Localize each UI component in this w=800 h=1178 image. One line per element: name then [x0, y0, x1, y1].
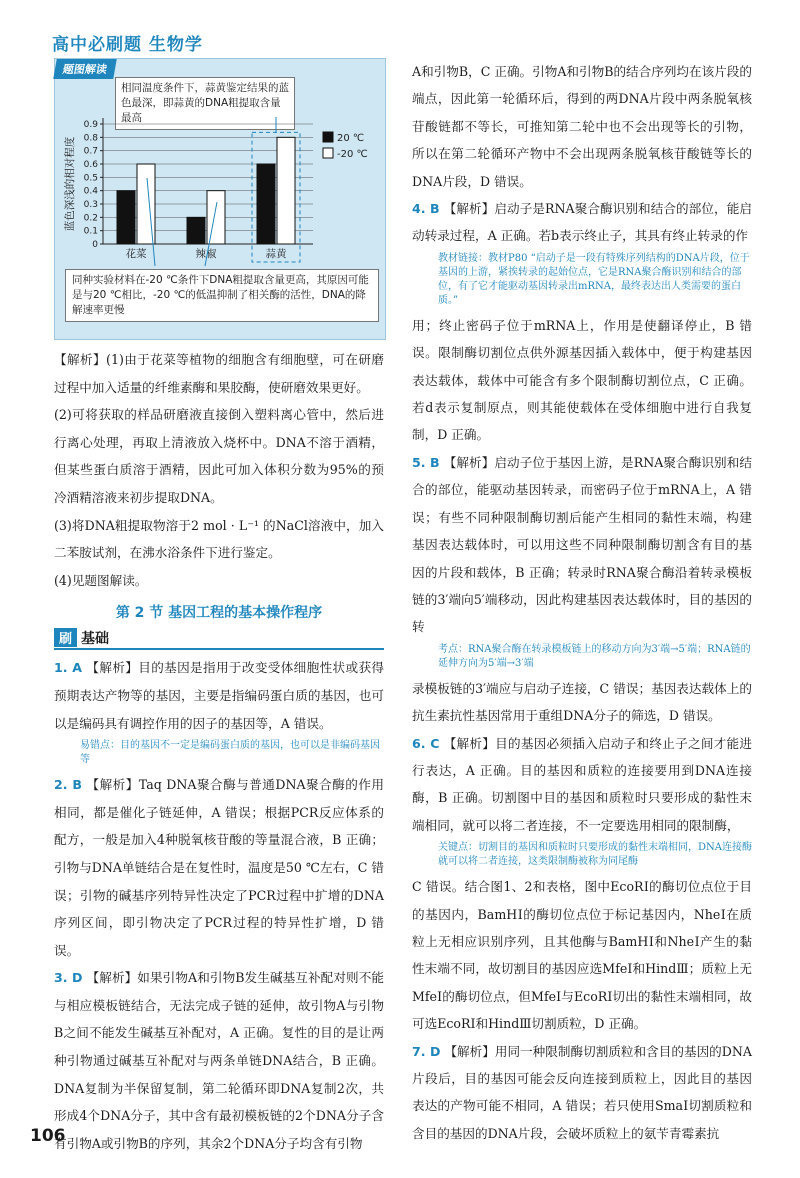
- answer-7: [412, 1038, 752, 1148]
- answer-3: [54, 964, 384, 1157]
- x-tick-label: 辣椒: [195, 248, 217, 260]
- y-tick-label: 0.5: [83, 173, 98, 184]
- answer-2: [54, 771, 384, 964]
- y-tick-label: 0.1: [83, 226, 98, 237]
- left-column: [54, 58, 384, 1157]
- x-tick-label: 花菜: [125, 248, 147, 260]
- answer-5-text-a: 【解析】启动子位于基因上游，是RNA聚合酶识别和结合的部位，能驱动基因转录，而密码子位于mRNA上，A 错误；有些不同种限制酶切割后能产生相同的黏性末端，构建基因表达载体时，可以用这些不同种限制酶切割含有目的基因的片段和载体，B 正确；转录时RNA聚合酶沿着转录模板链的3′端向5′端移动，因此构建基因表达载体时，目的基因的转: [412, 454, 752, 635]
- y-tick-label: 0.7: [83, 146, 98, 157]
- answer-3-number: 3. D: [54, 970, 83, 986]
- answer-6-note: 关键点：切割目的基因和质粒时只要形成的黏性末端相同，DNA连接酶就可以将二者连接，这类限制酶被称为同尾酶: [438, 842, 752, 868]
- y-tick-label: 0.4: [83, 186, 98, 197]
- answer-4-number: 4. B: [412, 201, 440, 217]
- answer-5-number: 5. B: [412, 454, 440, 470]
- answer-4: [412, 195, 752, 250]
- y-tick-label: 0.6: [83, 160, 98, 170]
- base-badge: 刷: [54, 628, 77, 647]
- bar-花菜-20 ℃: [117, 191, 135, 244]
- answer-4-text-b: 用；终止密码子位于mRNA上，作用是使翻译停止，B 错误。限制酶切割位点供外源基因插入载体中，便于构建基因表达载体，载体中可能含有多个限制酶切割位点，C 正确。若d表示复制原点，则其能使载体在受体细胞中进行自我复制，D 正确。: [412, 317, 752, 443]
- answer-6-text-a: 【解析】目的基因必须插入启动子和终止子之间才能进行表达，A 正确。目的基因和质粒的连接要用到DNA连接酶，B 正确。切割图中目的基因和质粒时只要形成的黏性末端相同，就可以将二者连接，不一定要选用相同的限制酶，: [412, 735, 752, 833]
- bar-蒜黄-20 ℃: [257, 164, 275, 244]
- answer-1-text: 【解析】目的基因是指用于改变受体细胞性状或获得预期表达产物等的基因，主要是指编码蛋白质的基因，也可以是编码具有调控作用的因子的基因等，A 错误。: [54, 660, 384, 731]
- base-label: 基础: [81, 631, 110, 648]
- answer-1: [54, 654, 384, 737]
- callout-bottom: 同种实验材料在-20 ℃条件下DNA粗提取含量更高，其原因可能是与20 ℃相比，-20 ℃的低温抑制了相关酶的活性，DNA的降解速率更慢: [65, 269, 379, 322]
- answer-2-number: 2. B: [54, 777, 83, 793]
- answer-2-text: 【解析】Taq DNA聚合酶与普通DNA聚合酶的作用相同，都是催化子链延伸，A 错误；根据PCR反应体系的配方，一般是加入4种脱氧核苷酸的等量混合液，B 正确；引物与DNA单链结合是在复性时，温度是50 ℃左右，C 错误；引物的碱基序列特异性决定了PCR过程中扩增的DNA序列区间，即引物决定了PCR过程的特异性扩增，D 错误。: [54, 777, 384, 958]
- answer-5: [412, 449, 752, 641]
- bar-蒜黄--20 ℃: [277, 137, 295, 244]
- analysis-p1: 【解析】(1)由于花菜等植物的细胞含有细胞壁，可在研磨过程中加入适量的纤维素酶和果胶酶，使研磨效果更好。: [54, 352, 384, 395]
- y-axis-label: 蓝色深浅的相对程度: [64, 136, 76, 232]
- analysis-p3: (3)将DNA粗提取物溶于2 mol · L⁻¹ 的NaCl溶液中，加入二苯胺试剂，在沸水浴条件下进行鉴定。: [54, 517, 384, 561]
- y-tick-label: 0.8: [83, 133, 98, 144]
- analysis-p2: (2)可将获取的样品研磨液直接倒入塑料离心管中，然后进行离心处理，再取上清液放入烧杯中。DNA不溶于酒精，但某些蛋白质溶于酒精，因此可加入体积分数为95%的预冷酒精溶液来初步提取DNA。: [54, 407, 384, 505]
- book-header: 高中必刷题 生物学: [52, 35, 203, 55]
- answer-1-number: 1. A: [54, 660, 83, 676]
- legend-swatch: [323, 148, 333, 158]
- answer-6: [412, 730, 752, 840]
- answer-4-text-a: 【解析】启动子是RNA聚合酶识别和结合的部位，能启动转录过程，A 正确。若b表示终止子，其具有终止转录的作: [412, 201, 752, 244]
- answer-7-text: 【解析】用同一种限制酶切割质粒和含目的基因的DNA片段后，目的基因可能会反向连接到质粒上，因此目的基因表达的产物可能不相同，A 错误；若只使用SmaⅠ切割质粒和含目的基因的DNA片段，会破坏质粒上的氨苄青霉素抗: [412, 1043, 752, 1141]
- y-tick-label: 0: [92, 240, 98, 250]
- answer-1-note: 易错点：目的基因不一定是编码蛋白质的基因，也可以是非编码基因等: [80, 740, 380, 766]
- answer-5-note: 考点：RNA聚合酶在转录模板链上的移动方向为3′端→5′端；RNA链的延伸方向为5′端→3′端: [438, 643, 751, 669]
- answer-5-text-b: 录模板链的3′端应与启动子连接，C 错误；基因表达载体上的抗生素抗性基因常用于重组DNA分子的筛选，D 错误。: [412, 680, 752, 724]
- legend-label: 20 ℃: [337, 133, 365, 144]
- x-tick-label: 蒜黄: [265, 248, 287, 260]
- figure-box: [54, 58, 386, 340]
- legend-label: -20 ℃: [337, 149, 368, 160]
- legend-swatch: [323, 132, 333, 142]
- bar-辣椒--20 ℃: [207, 191, 225, 244]
- right-column: [412, 58, 752, 1147]
- page-number: 106: [30, 1126, 66, 1146]
- base-bar: [54, 628, 384, 650]
- answer-4-note: 教材链接：教材P80 “启动子是一段有特殊序列结构的DNA片段，位于基因的上游，紧挨转录的起始位点，它是RNA聚合酶识别和结合的部位，有了它才能驱动基因转录出mRNA，最终表达出人类需要的蛋白质。”: [438, 252, 750, 306]
- callout-top: 相同温度条件下，蒜黄鉴定结果的蓝色最深，即蒜黄的DNA粗提取含量最高: [115, 77, 295, 130]
- y-tick-label: 0.9: [83, 120, 98, 130]
- bar-辣椒-20 ℃: [187, 217, 205, 244]
- section-title: 第 2 节 基因工程的基本操作程序: [115, 605, 323, 622]
- answer-6-text-b: C 错误。结合图1、2和表格，图中EcoRⅠ的酶切位点位于目的基因内，BamHⅠ的酶切位点位于标记基因内，NheⅠ在质粒上无相应识别序列，且其他酶与BamHⅠ和NheⅠ产生的黏性末端不同，故切割目的基因应选MfeⅠ和HindⅢ；质粒上无MfeⅠ的酶切位点，但MfeⅠ与EcoRⅠ切出的黏性末端相同，故可选EcoRⅠ和HindⅢ切割质粒，D 正确。: [412, 879, 752, 1032]
- figure-tag: 题图解读: [53, 59, 117, 79]
- answer-3-text: 【解析】如果引物A和引物B发生碱基互补配对则不能与相应模板链结合，无法完成子链的延伸，故引物A与引物B之间不能发生碱基互补配对，A 正确。复性的目的是让两种引物通过碱基互补配对与两条单链DNA结合，B 正确。DNA复制为半保留复制，第二轮循环即DNA复制2次，共形成4个DNA分子，其中含有最初模板链的2个DNA分子含有引物A或引物B的序列，其余2个DNA分子均含有引物: [54, 970, 384, 1151]
- answer-7-number: 7. D: [412, 1043, 441, 1059]
- analysis-p4: (4)见题图解读。: [54, 572, 148, 588]
- y-tick-label: 0.3: [83, 200, 98, 210]
- answer-6-number: 6. C: [412, 735, 440, 751]
- answer-3-continued: A和引物B，C 正确。引物A和引物B的结合序列均在该片段的端点，因此第一轮循环后，得到的两DNA片段中两条脱氧核苷酸链都不等长，可推知第二轮中也不会出现等长的引物，所以在第二轮循环产物中不会出现两条脱氧核苷酸链等长的DNA片段，D 错误。: [412, 64, 752, 189]
- y-tick-label: 0.2: [83, 213, 98, 224]
